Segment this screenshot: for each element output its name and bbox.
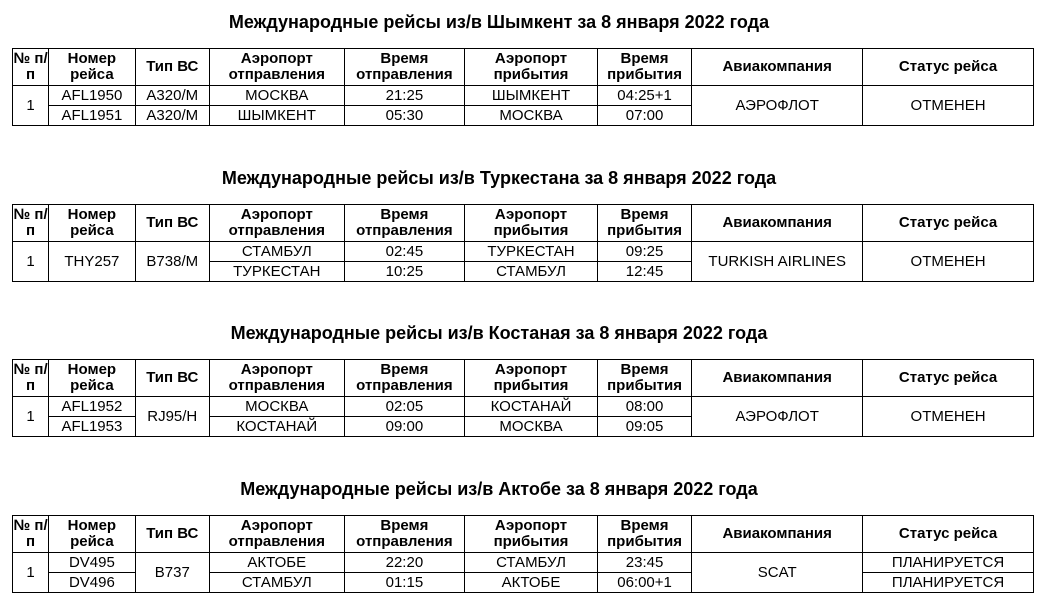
arrival-airport: ШЫМКЕНТ bbox=[465, 86, 598, 106]
flights-table-aktobe bbox=[12, 515, 1034, 593]
airline: АЭРОФЛОТ bbox=[692, 397, 863, 437]
flight-number: THY257 bbox=[49, 242, 135, 282]
aircraft-type: B737 bbox=[135, 553, 209, 593]
arrival-time: 23:45 bbox=[597, 553, 691, 573]
header-arr-time: Время прибытия bbox=[597, 516, 691, 553]
table-row bbox=[13, 86, 1034, 106]
departure-time: 09:00 bbox=[344, 417, 465, 437]
departure-airport: СТАМБУЛ bbox=[209, 242, 344, 262]
header-status: Статус рейса bbox=[863, 205, 1034, 242]
aircraft-type: A320/M bbox=[135, 86, 209, 106]
header-arr-airport: Аэропорт прибытия bbox=[465, 360, 598, 397]
airline: АЭРОФЛОТ bbox=[692, 86, 863, 126]
flight-status: ОТМЕНЕН bbox=[863, 86, 1034, 126]
departure-time: 05:30 bbox=[344, 106, 465, 126]
departure-time: 02:45 bbox=[344, 242, 465, 262]
arrival-airport: СТАМБУЛ bbox=[465, 553, 598, 573]
departure-time: 10:25 bbox=[344, 262, 465, 282]
header-aircraft: Тип ВС bbox=[135, 49, 209, 86]
row-num: 1 bbox=[13, 242, 49, 282]
flight-status: ОТМЕНЕН bbox=[863, 242, 1034, 282]
airline: TURKISH AIRLINES bbox=[692, 242, 863, 282]
table-header-row bbox=[13, 49, 1034, 86]
aircraft-type: A320/M bbox=[135, 106, 209, 126]
flight-number: AFL1951 bbox=[49, 106, 135, 126]
departure-airport: ТУРКЕСТАН bbox=[209, 262, 344, 282]
arrival-airport: КОСТАНАЙ bbox=[465, 397, 598, 417]
departure-airport: МОСКВА bbox=[209, 397, 344, 417]
aircraft-type: RJ95/H bbox=[135, 397, 209, 437]
header-dep-time: Время отправления bbox=[344, 49, 465, 86]
aircraft-type: B738/M bbox=[135, 242, 209, 282]
header-num: № п/п bbox=[13, 49, 49, 86]
header-aircraft: Тип ВС bbox=[135, 516, 209, 553]
header-dep-airport: Аэропорт отправления bbox=[209, 205, 344, 242]
flight-status: ПЛАНИРУЕТСЯ bbox=[863, 553, 1034, 573]
departure-airport: СТАМБУЛ bbox=[209, 573, 344, 593]
arrival-time: 07:00 bbox=[597, 106, 691, 126]
section-title-kostanay: Международные рейсы из/в Костаная за 8 января 2022 года bbox=[230, 323, 768, 343]
departure-time: 01:15 bbox=[344, 573, 465, 593]
header-status: Статус рейса bbox=[863, 516, 1034, 553]
arrival-time: 12:45 bbox=[597, 262, 691, 282]
header-airline: Авиакомпания bbox=[692, 360, 863, 397]
arrival-time: 04:25+1 bbox=[597, 86, 691, 106]
header-dep-airport: Аэропорт отправления bbox=[209, 360, 344, 397]
table-row bbox=[13, 553, 1034, 573]
header-airline: Авиакомпания bbox=[692, 49, 863, 86]
flight-status: ПЛАНИРУЕТСЯ bbox=[863, 573, 1034, 593]
arrival-airport: МОСКВА bbox=[465, 417, 598, 437]
header-dep-time: Время отправления bbox=[344, 205, 465, 242]
header-dep-time: Время отправления bbox=[344, 360, 465, 397]
header-dep-time: Время отправления bbox=[344, 516, 465, 553]
airline: SCAT bbox=[692, 553, 863, 593]
header-flight: Номер рейса bbox=[49, 516, 135, 553]
header-arr-airport: Аэропорт прибытия bbox=[465, 49, 598, 86]
flight-number: AFL1950 bbox=[49, 86, 135, 106]
arrival-airport: ТУРКЕСТАН bbox=[465, 242, 598, 262]
departure-airport: КОСТАНАЙ bbox=[209, 417, 344, 437]
row-num: 1 bbox=[13, 553, 49, 593]
section-title-aktobe: Международные рейсы из/в Актобе за 8 января 2022 года bbox=[240, 479, 758, 499]
row-num: 1 bbox=[13, 397, 49, 437]
table-header-row bbox=[13, 205, 1034, 242]
header-arr-time: Время прибытия bbox=[597, 205, 691, 242]
header-flight: Номер рейса bbox=[49, 49, 135, 86]
table-row bbox=[13, 397, 1034, 417]
section-title-turkestan: Международные рейсы из/в Туркестана за 8 января 2022 года bbox=[221, 168, 777, 188]
departure-airport: МОСКВА bbox=[209, 86, 344, 106]
row-num: 1 bbox=[13, 86, 49, 126]
flight-number: DV496 bbox=[49, 573, 135, 593]
header-flight: Номер рейса bbox=[49, 205, 135, 242]
arrival-time: 06:00+1 bbox=[597, 573, 691, 593]
arrival-time: 09:05 bbox=[597, 417, 691, 437]
arrival-time: 09:25 bbox=[597, 242, 691, 262]
header-flight: Номер рейса bbox=[49, 360, 135, 397]
arrival-airport: АКТОБЕ bbox=[465, 573, 598, 593]
departure-time: 21:25 bbox=[344, 86, 465, 106]
table-header-row bbox=[13, 360, 1034, 397]
departure-airport: ШЫМКЕНТ bbox=[209, 106, 344, 126]
flight-number: DV495 bbox=[49, 553, 135, 573]
flight-number: AFL1953 bbox=[49, 417, 135, 437]
header-aircraft: Тип ВС bbox=[135, 205, 209, 242]
header-num: № п/п bbox=[13, 205, 49, 242]
header-dep-airport: Аэропорт отправления bbox=[209, 49, 344, 86]
header-dep-airport: Аэропорт отправления bbox=[209, 516, 344, 553]
table-header-row bbox=[13, 516, 1034, 553]
flights-table-shymkent bbox=[12, 48, 1034, 126]
header-arr-time: Время прибытия bbox=[597, 360, 691, 397]
table-row bbox=[13, 242, 1034, 262]
header-airline: Авиакомпания bbox=[692, 516, 863, 553]
arrival-time: 08:00 bbox=[597, 397, 691, 417]
arrival-airport: МОСКВА bbox=[465, 106, 598, 126]
flights-table-turkestan bbox=[12, 204, 1034, 282]
header-arr-airport: Аэропорт прибытия bbox=[465, 205, 598, 242]
section-title-shymkent: Международные рейсы из/в Шымкент за 8 января 2022 года bbox=[228, 12, 770, 32]
departure-airport: АКТОБЕ bbox=[209, 553, 344, 573]
header-aircraft: Тип ВС bbox=[135, 360, 209, 397]
departure-time: 02:05 bbox=[344, 397, 465, 417]
header-status: Статус рейса bbox=[863, 360, 1034, 397]
departure-time: 22:20 bbox=[344, 553, 465, 573]
header-arr-time: Время прибытия bbox=[597, 49, 691, 86]
header-num: № п/п bbox=[13, 516, 49, 553]
arrival-airport: СТАМБУЛ bbox=[465, 262, 598, 282]
flights-table-kostanay bbox=[12, 359, 1034, 437]
header-arr-airport: Аэропорт прибытия bbox=[465, 516, 598, 553]
header-airline: Авиакомпания bbox=[692, 205, 863, 242]
flight-status: ОТМЕНЕН bbox=[863, 397, 1034, 437]
header-status: Статус рейса bbox=[863, 49, 1034, 86]
flight-number: AFL1952 bbox=[49, 397, 135, 417]
header-num: № п/п bbox=[13, 360, 49, 397]
